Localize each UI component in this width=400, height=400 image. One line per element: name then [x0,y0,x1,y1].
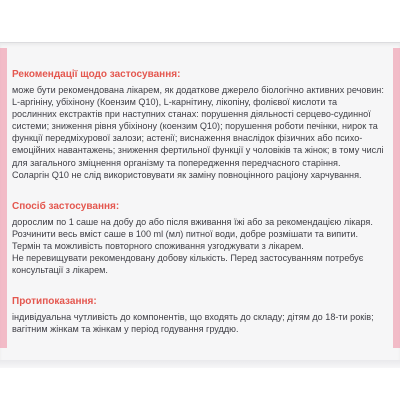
recommendations-heading: Рекомендації щодо застосування: [12,69,181,80]
usage-term-text: Термін та можливість повторного споживання узгоджувати з лікарем. [12,240,304,251]
right-accent-strip [393,48,400,348]
package-text-block [12,68,384,335]
usage-dosage-text: дорослим по 1 саше на добу до або після вживання їжі або за рекомендацією лікаря. Розчинити весь вміст саше в 100 ml (мл) питної води, добре розмішати та випити. [12,216,373,239]
recommendations-note: Соларгін Q10 не слід використовувати як заміну повноцінного раціону харчування. [12,169,362,180]
usage-warning-text: Не перевищувати рекомендовану добову кількість. Перед застосуванням потребує консультації з лікарем. [12,253,364,276]
section-gap [12,276,384,295]
contraindications-heading: Протипоказання: [12,296,97,308]
left-accent-strip [0,48,7,348]
contraindications-text: індивідуальна чутливість до компонентів, що входять до складу; дітям до 18-ти років; вагітним жінкам та жінкам у період годування груддю. [12,312,374,335]
package-bottom-edge [0,360,400,368]
section-gap [12,181,384,200]
recommendations-text: може бути рекомендована лікарем, як додаткове джерело біологічно активних речовин: L-аргініну, убіхінону (Коензим Q10), L-карнітину, лікопіну, фолієвої кислоти та рослинних екстрактів при наступних станах: порушення діяльності серцево-судинної системи; зниження рівня убіхінону (коензим Q10); порушення роботи печінки, нирок та функції передміхурової залози; астенії; виснаження внаслідок фізичних або психо-емоційних навантажень; зниження фертильної функції у чоловіків та жінок; в тому числі для загального зміцнення організму та попередження передчасного старіння. [12,85,384,168]
usage-heading: Спосіб застосування: [12,200,120,212]
